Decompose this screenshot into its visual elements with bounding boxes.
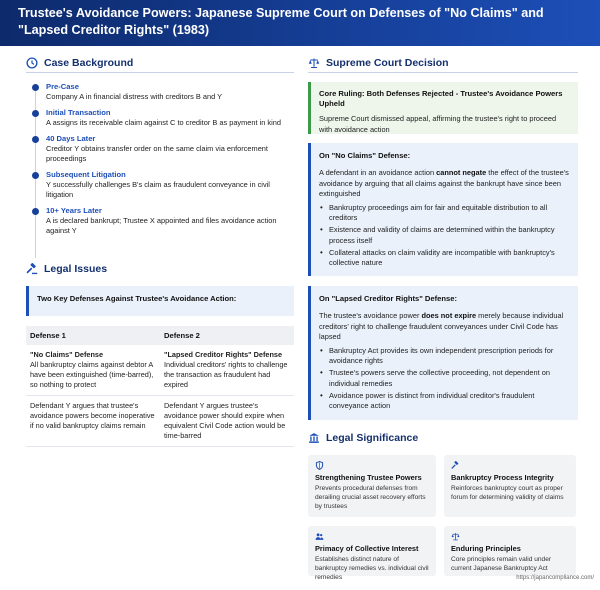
clock-icon <box>26 57 38 69</box>
defenses-table <box>26 326 294 447</box>
divider <box>308 72 578 73</box>
legal-significance-heading: Legal Significance <box>308 432 418 444</box>
list-item: • Bankruptcy proceedings aim for fair and equitable distribution to all creditors <box>319 203 570 224</box>
column-header: Defense 1 <box>26 326 160 345</box>
timeline-dot <box>32 208 39 215</box>
page-header <box>0 0 600 46</box>
table-cell: "No Claims" Defense All bankruptcy claims against debtor A have been extinguished (time-barred), so nothing to protect <box>26 345 160 396</box>
timeline-item: 10+ Years Later A is declared bankrupt; Trustee X appointed and files avoidance action against Y <box>26 206 288 236</box>
timeline-dot <box>32 84 39 91</box>
divider <box>26 72 294 73</box>
lapsed-bullets <box>319 346 570 412</box>
list-item: • Existence and validity of claims are determined within the bankruptcy process itself <box>319 225 570 246</box>
no-claims-text: A defendant in an avoidance action cannot negate the effect of the trustee's avoidance by arguing that all claims against the bankrupt have since been extinguished <box>319 168 569 198</box>
scale-icon <box>308 57 320 69</box>
no-claims-defense-card: On "No Claims" Defense: A defendant in an avoidance action cannot negate the effect of the trustee's avoidance by arguing that all claims against the bankrupt have since been extinguished • Bankruptcy proceedings aim for fair and equitable distribution to all creditors • Existence and validity of claims are determined within the bankruptcy process itself • Collateral attacks on claim validity are incompatible with bankruptcy's collective nature <box>308 143 578 276</box>
table-row <box>26 396 294 447</box>
case-timeline <box>26 82 288 242</box>
significance-card: Strengthening Trustee Powers Prevents procedural defenses from derailing crucial asset recovery efforts by trustees <box>308 455 436 517</box>
significance-card: Primacy of Collective Interest Establishes distinct nature of bankruptcy remedies vs. individual civil remedies <box>308 526 436 576</box>
list-item: • Trustee's powers serve the collective proceeding, not dependent on individual remedies <box>319 368 570 389</box>
core-ruling-box: Core Ruling: Both Defenses Rejected - Trustee's Avoidance Powers Upheld Supreme Court dismissed appeal, affirming the trustee's right to proceed with avoidance action <box>308 82 578 134</box>
list-item: • Collateral attacks on claim validity are incompatible with bankruptcy's collective nature <box>319 248 570 269</box>
significance-card: Bankruptcy Process Integrity Reinforces bankruptcy court as proper forum for determining validity of claims <box>444 455 576 517</box>
timeline-dot <box>32 110 39 117</box>
bank-icon <box>308 432 320 444</box>
footer-url: https://japancompliance.com/ <box>516 575 594 581</box>
timeline-dot <box>32 172 39 179</box>
table-row <box>26 345 294 396</box>
timeline-item: 40 Days Later Creditor Y obtains transfer order on the same claim via enforcement proceedings <box>26 134 288 164</box>
page-title: Trustee's Avoidance Powers: Japanese Supreme Court on Defenses of "No Claims" and "Lapsed Creditor Rights" (1983) <box>18 6 544 37</box>
supreme-court-heading: Supreme Court Decision <box>308 57 449 69</box>
significance-card: Enduring Principles Core principles remain valid under current Japanese Bankruptcy Act <box>444 526 576 576</box>
legal-issues-heading: Legal Issues <box>26 263 107 275</box>
lapsed-text: The trustee's avoidance power does not expire merely because individual creditors' right to challenge fraudulent conveyances under Civil Code has lapsed <box>319 311 564 341</box>
table-cell: Defendant Y argues that trustee's avoidance powers become inoperative if no valid bankruptcy claims remain <box>26 396 160 447</box>
column-header: Defense 2 <box>160 326 294 345</box>
scale-icon <box>451 532 460 541</box>
timeline-dot <box>32 136 39 143</box>
list-item: • Avoidance power is distinct from individual creditor's fraudulent conveyance action <box>319 391 570 412</box>
no-claims-bullets <box>319 203 570 269</box>
table-header-row <box>26 326 294 345</box>
shield-icon <box>315 461 324 470</box>
gavel-icon <box>26 263 38 275</box>
timeline-item: Pre-Case Company A in financial distress with creditors B and Y <box>26 82 288 102</box>
table-cell: Defendant Y argues trustee's avoidance power should expire when equivalent Civil Code action would be time-barred <box>160 396 294 447</box>
list-item: • Bankruptcy Act provides its own independent prescription periods for avoidance rights <box>319 346 570 367</box>
table-cell: "Lapsed Creditor Rights" Defense Individual creditors' rights to challenge the transaction as fraudulent had expired <box>160 345 294 396</box>
case-background-heading: Case Background <box>26 57 133 69</box>
lapsed-rights-defense-card: On "Lapsed Creditor Rights" Defense: The trustee's avoidance power does not expire merely because individual creditors' right to challenge fraudulent conveyances under Civil Code has lapsed • Bankruptcy Act provides its own independent prescription periods for avoidance rights • Trustee's powers serve the collective proceeding, not dependent on individual remedies • Avoidance power is distinct from individual creditor's fraudulent conveyance action <box>308 286 578 420</box>
users-icon <box>315 532 324 541</box>
gavel-icon <box>451 461 460 470</box>
defenses-box: Two Key Defenses Against Trustee's Avoidance Action: <box>26 286 294 316</box>
timeline-item: Subsequent Litigation Y successfully challenges B's claim as fraudulent conveyance in civil litigation <box>26 170 288 200</box>
timeline-item: Initial Transaction A assigns its receivable claim against C to creditor B as payment in kind <box>26 108 288 128</box>
